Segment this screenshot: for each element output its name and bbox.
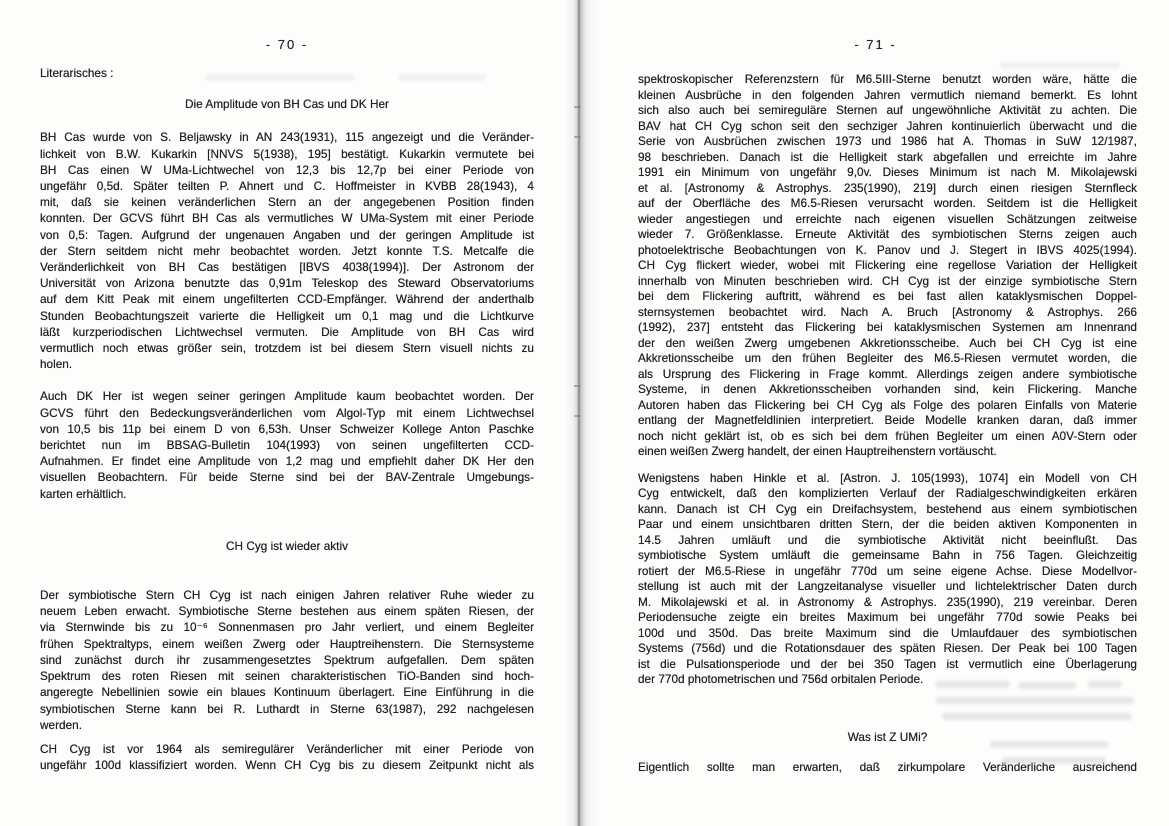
text-line: symbiotischen Sterne kann bei R. Luthardt in Sterne 63(1987), 292 nachgelesen bbox=[40, 701, 534, 716]
text-line: M. Mikolajewski et al. in Astronomy & Astrophys. 235(1990), 219 vereinbar. Deren bbox=[638, 594, 1137, 609]
text-line: wieder angestiegen und erreichte nach eigenen visuellen Schätzungen zeitweise bbox=[638, 211, 1137, 226]
text-line: (1992), 237] entsteht das Flickering bei kataklysmischen Systemen am Innenrand bbox=[638, 320, 1137, 334]
text-line: Akkretionsscheibe um den frühen Begleiter des M6.5-Riesen vermutet worden, die bbox=[638, 351, 1137, 365]
text-line: Autoren haben das Flickering bei CH Cyg als Folge des polaren Einfalls von Materie bbox=[638, 397, 1137, 412]
text-line: Spektrum des roten Riesen mit seinen charakteristischen TiO-Banden sind hoch- bbox=[40, 669, 534, 684]
text-line: auf dem Kitt Peak mit einem ungefilterten CCD-Empfänger. Während der anderthalb bbox=[40, 292, 534, 307]
text-line: einen weißen Zwerg handelt, der einen Hauptreihenstern vortäuscht. bbox=[638, 444, 997, 458]
text-line: Eigentlich sollte man erwarten, daß zirkumpolare Veränderliche ausreichend bbox=[638, 760, 1137, 774]
page-70-content bbox=[40, 65, 534, 773]
text-line: Systems (756d) und die Rotationsdauer des späten Riesen. Der Peak bei 100 Tagen bbox=[638, 641, 1137, 655]
text-line: et al. [Astronomy & Astrophys. 235(1990), 219] durch einen riesigen Sternfleck bbox=[638, 180, 1137, 195]
bleed-through-artifact bbox=[935, 681, 1010, 688]
text-line: noch nicht geklärt ist, ob es sich bei dem frühen Begleiter um einen A0V-Stern oder bbox=[638, 428, 1137, 443]
text-line: BH Cas einen W UMa-Lichtwechel von 12,3 bis 12,7p bei einer Periode von bbox=[40, 162, 534, 177]
text-line: Universität von Arizona benutzte das 0,91m Teleskop des Steward Observatoriums bbox=[40, 276, 534, 291]
bleed-through-artifact bbox=[942, 713, 1132, 720]
bleed-through-artifact bbox=[1018, 682, 1076, 689]
text-line: 14.5 Jahren umläuft und die symbiotische Aktivität nicht beeinflußt. Das bbox=[638, 532, 1137, 547]
paragraph bbox=[40, 741, 534, 773]
text-line: Veränderlichkeit von BH Cas bestätigen [IBVS 4038(1994)]. Der Astronom der bbox=[40, 260, 534, 275]
text-line: innerhalb von Minuten beschrieben wird. CH Cyg ist der einzige symbiotische Stern bbox=[638, 273, 1137, 288]
text-line: kann. Danach ist CH Cyg ein Dreifachsystem, bestehend aus einem symbiotischen bbox=[638, 501, 1137, 516]
text-line: photoelektrische Beobachtungen von K. Panov und J. Stegert in IBVS 4025(1994). bbox=[638, 242, 1137, 257]
gutter-mark bbox=[574, 106, 581, 108]
text-line: von 0,5: Tagen. Aufgrund der ungenauen Angaben und der geringen Amplitude ist bbox=[40, 227, 534, 242]
text-line: GCVS führt den Bedeckungsveränderlichen vom Algol-Typ mit einem Lichtwechsel bbox=[40, 405, 534, 420]
text-line: via Sternwinde bis zu 10⁻⁶ Sonnenmasen pro Jahr verliert, und einem Begleiter bbox=[40, 620, 534, 635]
text-line: CH Cyg ist vor 1964 als semiregulärer Veränderlicher mit einer Periode von bbox=[40, 741, 534, 756]
section-heading: Die Amplitude von BH Cas und DK Her bbox=[185, 97, 389, 112]
text-line: Wenigstens haben Hinkle et al. [Astron. J. 105(1993), 1074] ein Modell von CH bbox=[638, 470, 1137, 485]
text-line: angeregte Nebellinien sowie ein blaues Kontinuum überlagert. Eine Einführung in die bbox=[40, 685, 534, 700]
text-line: mit, daß sie keinen veränderlichen Stern an der angegebenen Position finden bbox=[40, 195, 534, 210]
paragraph bbox=[40, 587, 534, 733]
section-heading: Was ist Z UMi? bbox=[847, 729, 928, 744]
page-number-right: - 71 - bbox=[854, 37, 897, 52]
text-line: Cyg entwickelt, daß den komplizierten Verlauf der Radialgeschwindigkeiten erkären bbox=[638, 486, 1137, 500]
text-line: vermutlich noch etwas größer sein, trotzdem ist bei diesem Stern visuell nichts zu bbox=[40, 341, 534, 356]
text-line: ist die Pulsationsperiode und der bei 350 Tagen ist vermutlich eine Überlagerung bbox=[638, 656, 1137, 671]
text-line: sich also auch bei semireguläre Sternen auf ungewöhnliche Aktivität zu achten. Die bbox=[638, 103, 1137, 117]
bleed-through-artifact bbox=[1002, 757, 1106, 764]
section-label: Literarisches : bbox=[40, 66, 114, 80]
text-line: lichkeit von B.W. Kukarkin [NNVS 5(1938), 195] bestätigt. Kukarkin vermutete bei bbox=[40, 146, 534, 161]
paragraph bbox=[638, 72, 1137, 460]
bleed-through-artifact bbox=[1088, 681, 1122, 688]
text-line: der 770d photometrischen und 756d orbitalen Periode. bbox=[638, 672, 924, 686]
section-heading: CH Cyg ist wieder aktiv bbox=[226, 538, 348, 553]
bleed-through-artifact bbox=[205, 74, 355, 81]
text-line: Auch DK Her ist wegen seiner geringen Amplitude kaum beobachtet worden. Der bbox=[40, 389, 534, 404]
text-line: der Stern seitdem nicht mehr beobachtet worden. Jetzt konnte T.S. Metcalfe die bbox=[40, 243, 534, 258]
text-line: CH Cyg flickert wieder, wobei mit Flickering eine regellose Variation der Helligkeit bbox=[638, 258, 1137, 272]
bleed-through-artifact bbox=[990, 741, 1108, 748]
bleed-through-artifact bbox=[398, 74, 486, 81]
text-line: werden. bbox=[40, 717, 82, 732]
text-line: entlang der Magnetfeldlinien interpretiert. Beide Modelle kranken daran, daß immer bbox=[638, 413, 1137, 427]
text-line: ungefähr 100d klassifiziert worden. Wenn CH Cyg bis zu diesem Zeitpunkt nicht als bbox=[40, 758, 534, 773]
text-line: läßt kurzperiodischen Lichtwechsel vermuten. Die Amplitude von BH Cas wird bbox=[40, 324, 534, 339]
text-line: BH Cas wurde von S. Beljawsky in AN 243(1931), 115 angezeigt und die Veränder- bbox=[40, 130, 534, 145]
text-line: Paar und einem unsichtbaren dritten Stern, der die beiden aktiven Komponenten in bbox=[638, 517, 1137, 531]
text-line: visuellen Beobachtern. Für beide Sterne sind bei der BAV-Zentrale Umgebungs- bbox=[40, 470, 534, 485]
text-line: karten erhältlich. bbox=[40, 486, 127, 501]
text-line: Aufnahmen. Er findet eine Amplitude von 1,2 mag und empfiehlt daher DK Her den bbox=[40, 454, 534, 469]
text-line: frühen Spektraltyps, einem weißen Zwerg oder Hauptreihenstern. Die Sternsysteme bbox=[40, 636, 534, 651]
text-line: neuem Leben erwacht. Symbiotische Sterne bestehen aus einem späten Riesen, der bbox=[40, 604, 534, 619]
text-line: Serie von Ausbrüchen zwischen 1973 und 1986 hat A. Thomas in SuW 12/1987, bbox=[638, 134, 1137, 148]
text-line: BAV hat CH Cyg schon seit den sechziger Jahren kontinuierlich überwacht und die bbox=[638, 118, 1137, 133]
paragraph bbox=[40, 129, 534, 372]
gutter-mark bbox=[574, 415, 581, 417]
bleed-through-artifact bbox=[1000, 62, 1120, 69]
text-line: spektroskopischer Referenzstern für M6.5III-Sterne benutzt worden wäre, hätte die bbox=[638, 72, 1137, 86]
text-line: holen. bbox=[40, 357, 73, 372]
text-line: symbiotische System umläuft die gemeinsame Bahn in 756 Tagen. Gleichzeitig bbox=[638, 548, 1137, 562]
text-line: stellung ist auch mit der Langzeitanalyse visueller und lichtelektrischer Daten durch bbox=[638, 579, 1137, 593]
text-line: ungefähr 0,5d. Später teilten P. Ahnert und C. Hoffmeister in KVBB 28(1943), 4 bbox=[40, 179, 534, 194]
gutter-mark bbox=[574, 385, 581, 387]
text-line: sind zunächst durch ihr zusammengesetztes Spektrum aufgefallen. Dem späten bbox=[40, 652, 534, 667]
text-line: 98 beschrieben. Danach ist die Helligkeit stark abgefallen und erreichte im Jahre bbox=[638, 149, 1137, 164]
text-line: rotiert der M6.5-Riese in ungefähr 770d um seine eigene Achse. Diese Modellvor- bbox=[638, 563, 1137, 578]
text-line: kleinen Ausbrüche in den folgenden Jahren vermutlich niemand bemerkt. Es lohnt bbox=[638, 87, 1137, 102]
text-line: von 10,5 bis 11p bei einem D von 6,53h. Unser Schweizer Kollege Anton Paschke bbox=[40, 421, 534, 436]
page-gutter-fold bbox=[566, 0, 600, 826]
text-line: Periodensuche zeigte ein breites Maximum bei ungefähr 770d sowie Peaks bei bbox=[638, 610, 1137, 624]
gutter-mark bbox=[574, 136, 581, 138]
page-number-left: - 70 - bbox=[265, 37, 309, 52]
page-71-content bbox=[638, 72, 1137, 776]
text-line: konnten. Der GCVS führt BH Cas als vermutliches W UMa-System mit einer Periode bbox=[40, 211, 534, 226]
text-line: 100d und 350d. Das breite Maximum sind die Umlaufdauer des symbiotischen bbox=[638, 625, 1137, 640]
text-line: sternsystemen beobachtet wird. Nach A. Bruch [Astronomy & Astrophys. 266 bbox=[638, 304, 1137, 319]
text-line: Stunden Beobachtungszeit varierte die Helligkeit um 0,1 mag und die Lichtkurve bbox=[40, 308, 534, 323]
text-line: Der symbiotische Stern CH Cyg ist nach einigen Jahren relativer Ruhe wieder zu bbox=[40, 588, 534, 603]
text-line: der den weißen Zwerg umgebenen Akkretionsscheibe. Auch bei CH Cyg ist eine bbox=[638, 335, 1137, 350]
text-line: als Ursprung des Flickering in Frage kommt. Allerdings zeigen andere symbiotische bbox=[638, 366, 1137, 381]
bleed-through-artifact bbox=[936, 697, 1134, 704]
paragraph bbox=[638, 471, 1137, 688]
text-line: auf der Oberfläche des M6.5-Riesen verursacht worden. Seitdem ist die Helligkeit bbox=[638, 196, 1137, 210]
text-line: wieder 7. Größenklasse. Erneute Aktivität des symbiotischen Sterns zeigen auch bbox=[638, 227, 1137, 241]
text-line: berichtet nun im BBSAG-Bulletin 104(1993) von seinen ungefilterten CCD- bbox=[40, 438, 534, 453]
text-line: bei dem Flickering auftritt, während es bei fast allen kataklysmischen Doppel- bbox=[638, 289, 1137, 303]
text-line: 1991 ein Minimum von ungefähr 9,0v. Dieses Minimum ist nach M. Mikolajewski bbox=[638, 165, 1137, 179]
text-line: Systeme, in denen Akkretionsscheiben vorhanden sind, kein Flickering. Manche bbox=[638, 382, 1137, 396]
paragraph bbox=[40, 388, 534, 501]
